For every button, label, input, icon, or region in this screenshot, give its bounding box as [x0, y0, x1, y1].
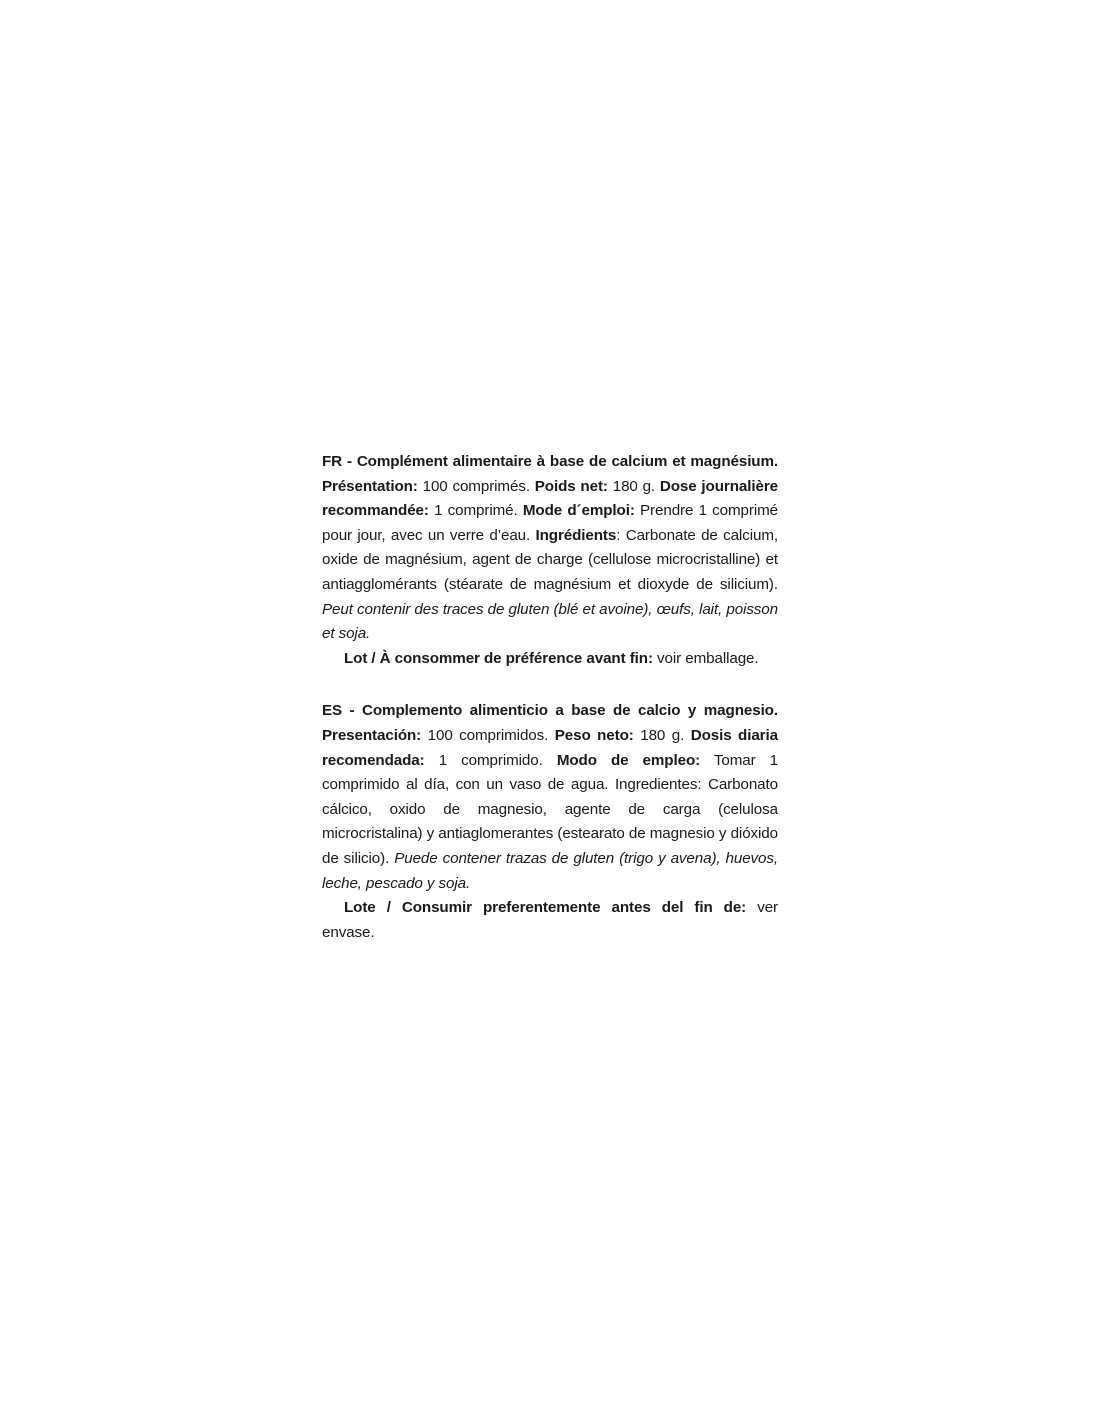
- fr-net-weight-value: 180 g.: [612, 477, 656, 495]
- fr-presentation-value: 100 comprimés.: [422, 477, 530, 495]
- fr-daily-dose-label: Dose journalière recommandée:: [322, 477, 778, 520]
- es-net-weight-value: 180 g.: [640, 726, 685, 744]
- fr-usage-label: Mode d´emploi:: [522, 502, 635, 520]
- es-product-title: Complemento alimenticio a base de calcio y magnesio.: [362, 702, 778, 720]
- fr-lot-label: Lot / À consommer de préférence avant fin:: [344, 649, 653, 667]
- fr-main-paragraph: [322, 450, 778, 647]
- fr-presentation-label: Présentation:: [322, 477, 418, 495]
- es-usage-label: Modo de empleo:: [556, 751, 701, 769]
- es-net-weight-label: Peso neto:: [554, 726, 634, 744]
- fr-daily-dose-value: 1 comprimé.: [434, 502, 518, 520]
- es-lot-paragraph: [322, 896, 778, 945]
- es-presentation-label: Presentación:: [322, 726, 422, 744]
- fr-allergens: Peut contenir des traces de gluten (blé et avoine), œufs, lait, poisson et soja.: [322, 600, 778, 643]
- es-daily-dose-label: Dosis diaria recomendada:: [322, 726, 778, 769]
- fr-language-code: FR -: [322, 453, 352, 470]
- section-es: [322, 699, 778, 945]
- fr-lot-value: voir emballage.: [657, 649, 759, 667]
- fr-usage-value: Prendre 1 comprimé pour jour, avec un verre d’eau.: [322, 502, 779, 544]
- fr-ingredients-label: Ingrédients: [535, 526, 617, 544]
- fr-lot-paragraph: [322, 647, 778, 672]
- es-main-paragraph: [322, 699, 778, 896]
- fr-product-title: Complément alimentaire à base de calcium et magnésium.: [356, 453, 779, 470]
- section-fr: [322, 450, 778, 671]
- es-allergens: Puede contener trazas de gluten (trigo y avena), huevos, leche, pescado y soja.: [322, 849, 779, 892]
- es-daily-dose-value: 1 comprimido.: [438, 751, 543, 769]
- es-lot-label: Lote / Consumir preferentemente antes del fin de:: [344, 899, 747, 917]
- es-lot-value: ver envase.: [322, 899, 779, 941]
- es-language-code: ES -: [322, 702, 355, 720]
- fr-ingredients-value: : Carbonate de calcium, oxide de magnésium, agent de charge (cellulose microcristalline) et antiagglomérants (stéarate de magnésium et dioxyde de silicium).: [322, 526, 778, 593]
- fr-net-weight-label: Poids net:: [534, 477, 608, 495]
- label-text-page: [322, 450, 778, 945]
- es-presentation-value: 100 comprimidos.: [427, 726, 549, 744]
- es-usage-value: Tomar 1 comprimido al día, con un vaso de agua. Ingredientes: Carbonato cálcico, oxido de magnesio, agente de carga (celulosa microcristalina) y antiaglomerantes (estearato de magnesio y dióxido de silicio).: [322, 751, 778, 867]
